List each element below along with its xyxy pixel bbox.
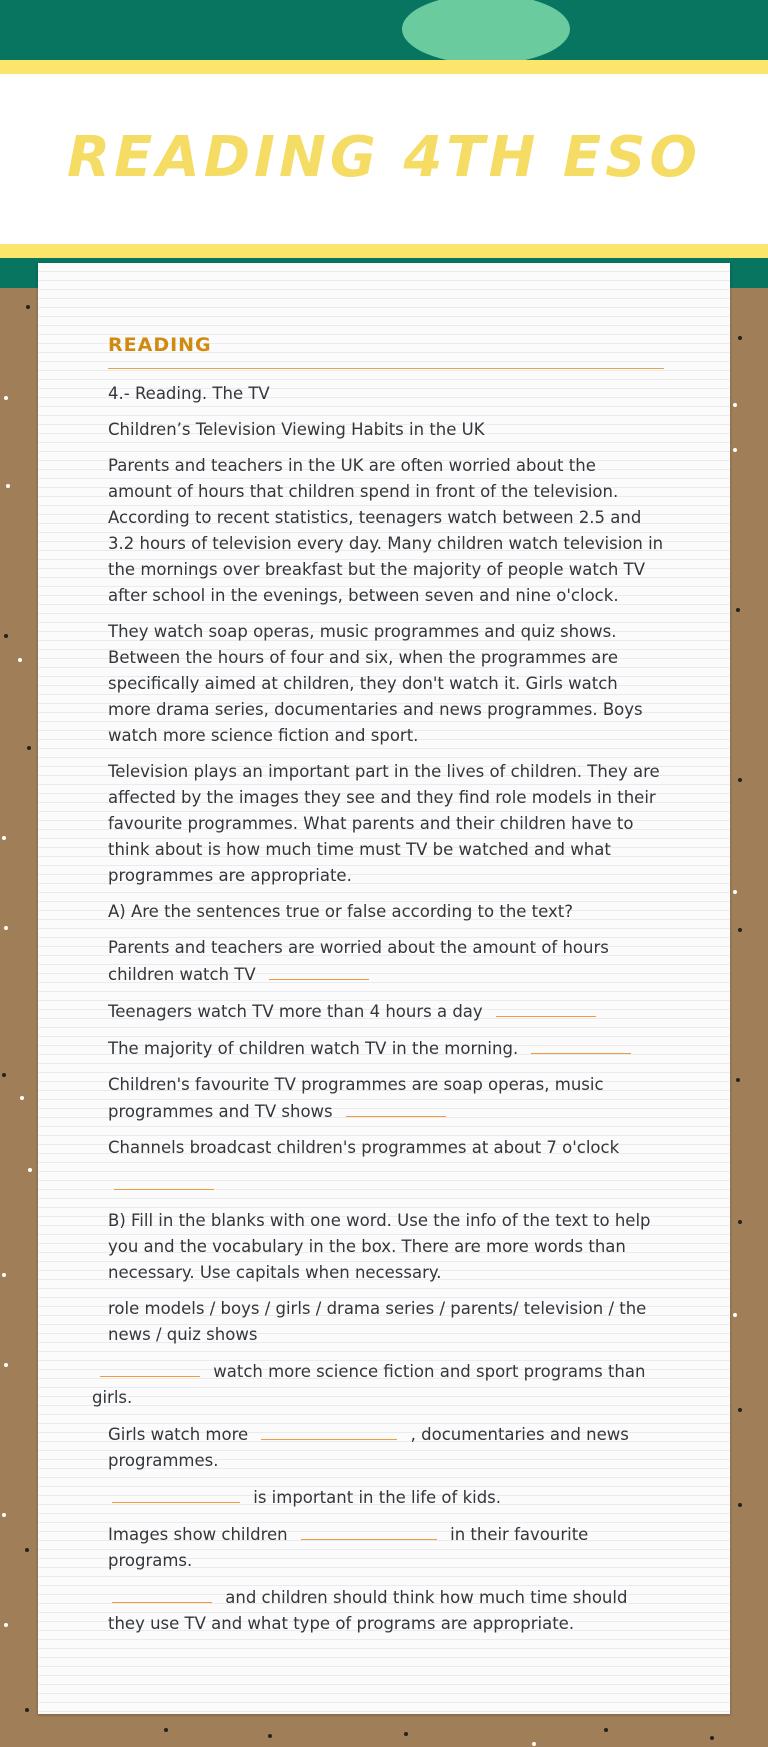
answer-blank[interactable] [531,1035,631,1054]
answer-blank[interactable] [496,998,596,1017]
fill-blank-item [108,1584,664,1637]
answer-blank[interactable] [346,1098,446,1117]
fill-blank-item [108,1421,664,1474]
answer-blank[interactable] [301,1521,437,1540]
answer-blank[interactable] [269,961,369,980]
exercise-b-instruction: B) Fill in the blanks with one word. Use the info of the text to help you and the vocabulary in the box. There are more words than necessary. Use capitals when necessary. [108,1211,651,1282]
fill-blank-text: in their favourite programs. [108,1525,589,1570]
page-title: READING 4TH ESO [66,125,702,190]
fill-blank-item [108,1521,664,1574]
true-false-item [108,1035,664,1062]
true-false-statement: Teenagers watch TV more than 4 hours a day [108,1002,483,1021]
header-top-bar [0,0,768,60]
exercise-a-instruction: A) Are the sentences true or false according to the text? [108,902,574,921]
fill-blank-item [92,1358,664,1411]
answer-blank[interactable] [112,1484,240,1503]
fill-blank-text: , documentaries and news programmes. [108,1425,629,1470]
true-false-statement: Children's favourite TV programmes are soap operas, music programmes and TV shows [108,1075,604,1121]
word-box: role models / boys / girls / drama series / parents/ television / the news / quiz shows [108,1299,647,1344]
true-false-item [108,935,664,988]
true-false-statement: Channels broadcast children's programmes at about 7 o'clock [108,1138,620,1157]
reading-heading: 4.- Reading. The TV [108,384,270,403]
answer-blank[interactable] [100,1358,200,1377]
fill-blank-text: and children should think how much time should they use TV and what type of programs are appropriate. [108,1588,628,1633]
fill-blank-item [108,1484,664,1511]
reading-paragraph: Television plays an important part in the lives of children. They are affected by the images they see and they find role models in their favourite programmes. What parents and their children have to think about is how much time must TV be watched and what programmes are appropriate. [108,762,660,885]
header-stripe-bottom [0,244,768,258]
answer-blank[interactable] [114,1171,214,1190]
fill-blank-text: Images show children [108,1525,288,1544]
true-false-item [108,998,664,1025]
answer-blank[interactable] [261,1421,397,1440]
true-false-statement: The majority of children watch TV in the morning. [108,1039,519,1058]
true-false-item [108,1135,664,1190]
header-stripe-top [0,60,768,74]
fill-blank-text: is important in the life of kids. [253,1488,502,1507]
reading-paragraph: They watch soap operas, music programmes and quiz shows. Between the hours of four and six, when the programmes are specifically aimed at children, they don't watch it. Girls watch more drama series, documentaries and news programmes. Boys watch more science fiction and sport. [108,622,643,745]
reading-subtitle: Children’s Television Viewing Habits in the UK [108,420,485,439]
fill-blank-text: watch more science fiction and sport programs than girls. [92,1362,646,1407]
section-title: READING [108,332,664,369]
reading-paragraph: Parents and teachers in the UK are often worried about the amount of hours that children spend in front of the television. According to recent statistics, teenagers watch between 2.5 and 3.2 hours of television every day. Many children watch television in the mornings over breakfast but the majority of people watch TV after school in the evenings, between seven and nine o'clock. [108,456,664,605]
fill-blank-text: Girls watch more [108,1425,249,1444]
true-false-item [108,1072,664,1125]
answer-blank[interactable] [112,1584,212,1603]
true-false-statement: Parents and teachers are worried about the amount of hours children watch TV [108,938,609,984]
worksheet-content [70,332,664,1647]
decorative-blob [402,0,570,60]
